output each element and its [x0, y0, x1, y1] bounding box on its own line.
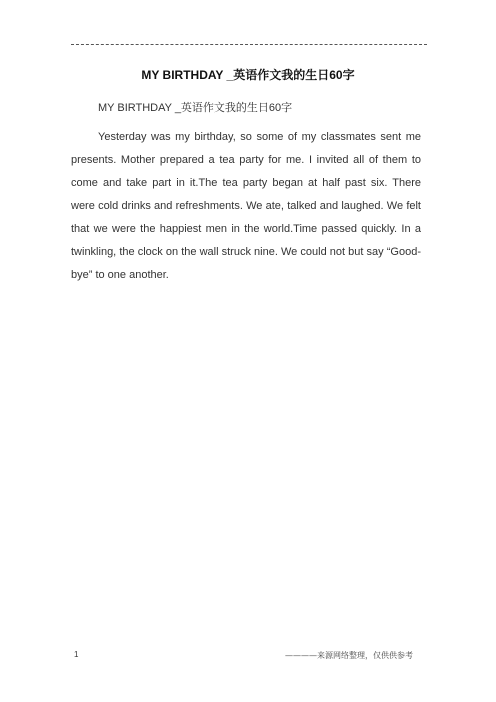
document-title: MY BIRTHDAY _英语作文我的生日60字	[141, 68, 355, 82]
page-number: 1	[74, 650, 79, 659]
document-subtitle: MY BIRTHDAY _英语作文我的生日60字	[98, 102, 293, 114]
footer-source-note: ————来源网络整理，仅供供参考	[285, 651, 413, 660]
header-divider	[71, 44, 427, 45]
essay-paragraph: Yesterday was my birthday, so some of my classmates sent me presents. Mother prepared a tea party for me. I invited all of them to come and take part in it.The tea party began at half past six. There were cold drinks and refreshments. We ate, talked and laughed. We felt that we were the happiest men in the world.Time passed quickly. In a twinkling, the clock on the wall struck nine. We could not but say “Good-bye” to one another.	[71, 131, 421, 281]
